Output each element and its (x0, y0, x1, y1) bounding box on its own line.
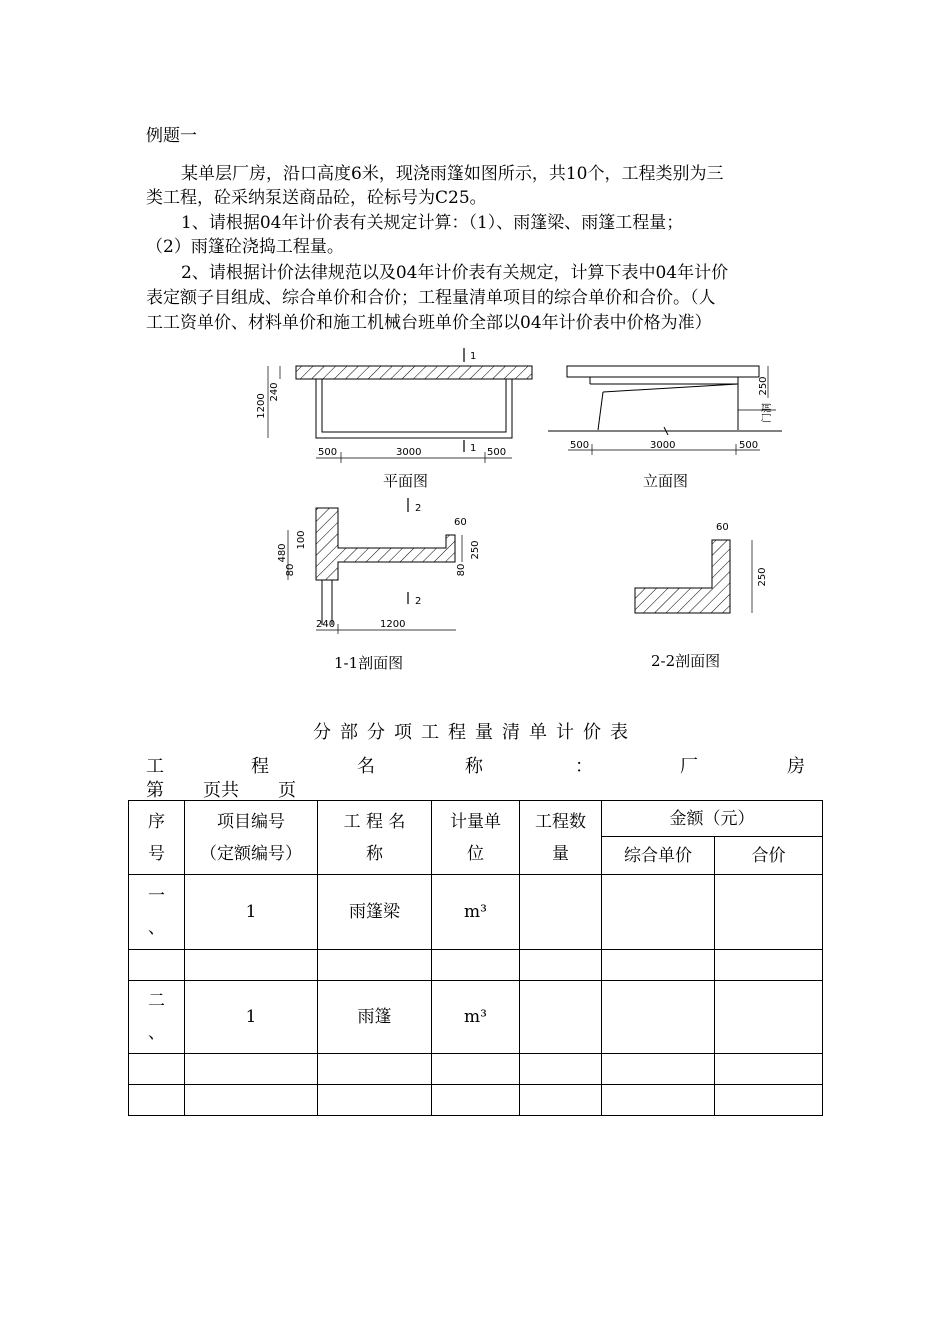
dimension-text: 500 (318, 447, 338, 458)
header-name: 工 程 名 称 (318, 801, 432, 875)
section-mark: 1 (470, 351, 477, 362)
paragraph-line: （2）雨篷砼浇捣工程量。 (146, 237, 344, 257)
paragraph-line: 类工程，砼采纳泵送商品砼，砼标号为C25。 (146, 188, 487, 208)
page-label: 页 (278, 780, 296, 801)
header-unit-price: 综合单价 (602, 837, 715, 875)
dimension-text: 250 (758, 376, 769, 396)
cell-code: 1 (185, 981, 318, 1054)
paragraph-line: 2、请根据计价法律规范以及04年计价表有关规定，计算下表中04年计价 (181, 263, 729, 283)
project-label-char: 称 (465, 756, 483, 777)
section-2-2-view (635, 522, 768, 613)
cell-name: 雨篷 (318, 981, 432, 1054)
cell-total (715, 981, 823, 1054)
pricing-table (128, 800, 823, 1116)
dimension-text: 100 (296, 530, 307, 550)
cell-code: 1 (185, 875, 318, 950)
header-code: 项目编号 （定额编号） (185, 801, 318, 875)
paragraph-line: 表定额子目组成、综合单价和合价；工程量清单项目的综合单价和合价。（人 (146, 288, 716, 308)
header-qty: 工程数 量 (520, 801, 602, 875)
project-label-char: 工 (146, 756, 164, 777)
dimension-text: 250 (470, 540, 481, 560)
cell-unit-price (602, 981, 715, 1054)
cell-name: 雨篷梁 (318, 875, 432, 950)
project-label-char: 程 (251, 756, 269, 777)
section-mark: 2 (415, 596, 422, 607)
section-mark: 2 (415, 503, 422, 514)
dimension-text: 60 (454, 517, 467, 528)
cell-unit-price (602, 875, 715, 950)
figure-caption: 2-2剖面图 (651, 652, 721, 670)
header-amount: 金额（元） (602, 801, 823, 837)
cell-qty (520, 981, 602, 1054)
dimension-text: 3000 (396, 447, 422, 458)
example-heading: 例题一 (146, 126, 197, 146)
dimension-text: 250 (757, 567, 768, 587)
dimension-text: 240 (316, 619, 336, 630)
door-label: 门洞 (762, 403, 773, 423)
project-label-char: ： (575, 756, 593, 777)
cell-seq: 一 、 (129, 875, 185, 950)
figure-caption: 1-1剖面图 (334, 654, 404, 672)
table-header-row (129, 801, 823, 837)
dimension-text: 3000 (650, 440, 676, 451)
cell-seq: 二 、 (129, 981, 185, 1054)
cell-unit: m³ (432, 981, 520, 1054)
cell-qty (520, 875, 602, 950)
dimension-text: 500 (487, 447, 507, 458)
project-label-char: 名 (357, 756, 375, 777)
dimension-text: 500 (739, 440, 759, 451)
table-row (129, 875, 823, 950)
header-seq: 序 号 (129, 801, 185, 875)
dimension-text: 240 (269, 382, 280, 402)
dimension-text: 60 (716, 522, 729, 533)
page-label: 第 (146, 780, 164, 801)
project-label-char: 房 (787, 756, 805, 777)
dimension-text: 500 (570, 440, 590, 451)
header-unit: 计量单 位 (432, 801, 520, 875)
cell-total (715, 875, 823, 950)
cell-unit: m³ (432, 875, 520, 950)
elevation-view (548, 366, 782, 455)
paragraph-line: 某单层厂房，沿口高度6米，现浇雨篷如图所示，共10个，工程类别为三 (181, 164, 724, 184)
figure-caption: 立面图 (643, 472, 689, 490)
dimension-text: 1200 (256, 393, 267, 419)
section-mark: 1 (470, 443, 477, 454)
project-label-char: 厂 (680, 756, 698, 777)
dimension-text: 480 (277, 543, 288, 563)
table-title: 分部分项工程量清单计价表 (313, 722, 637, 743)
figure-caption: 平面图 (383, 472, 429, 490)
dimension-text: 80 (285, 563, 296, 577)
table-row (129, 981, 823, 1054)
header-total: 合价 (715, 837, 823, 875)
table-row (129, 950, 823, 981)
table-row (129, 1054, 823, 1085)
page-label: 页共 (203, 780, 239, 801)
dimension-text: 80 (456, 563, 467, 577)
dimension-text: 1200 (380, 619, 406, 630)
plan-view (256, 348, 532, 463)
section-1-1-view (277, 498, 481, 634)
paragraph-line: 工工资单价、材料单价和施工机械台班单价全部以04年计价表中价格为准） (146, 313, 712, 333)
paragraph-line: 1、请根据04年计价表有关规定计算：（1）、雨篷梁、雨篷工程量； (181, 213, 684, 233)
table-row (129, 1085, 823, 1116)
